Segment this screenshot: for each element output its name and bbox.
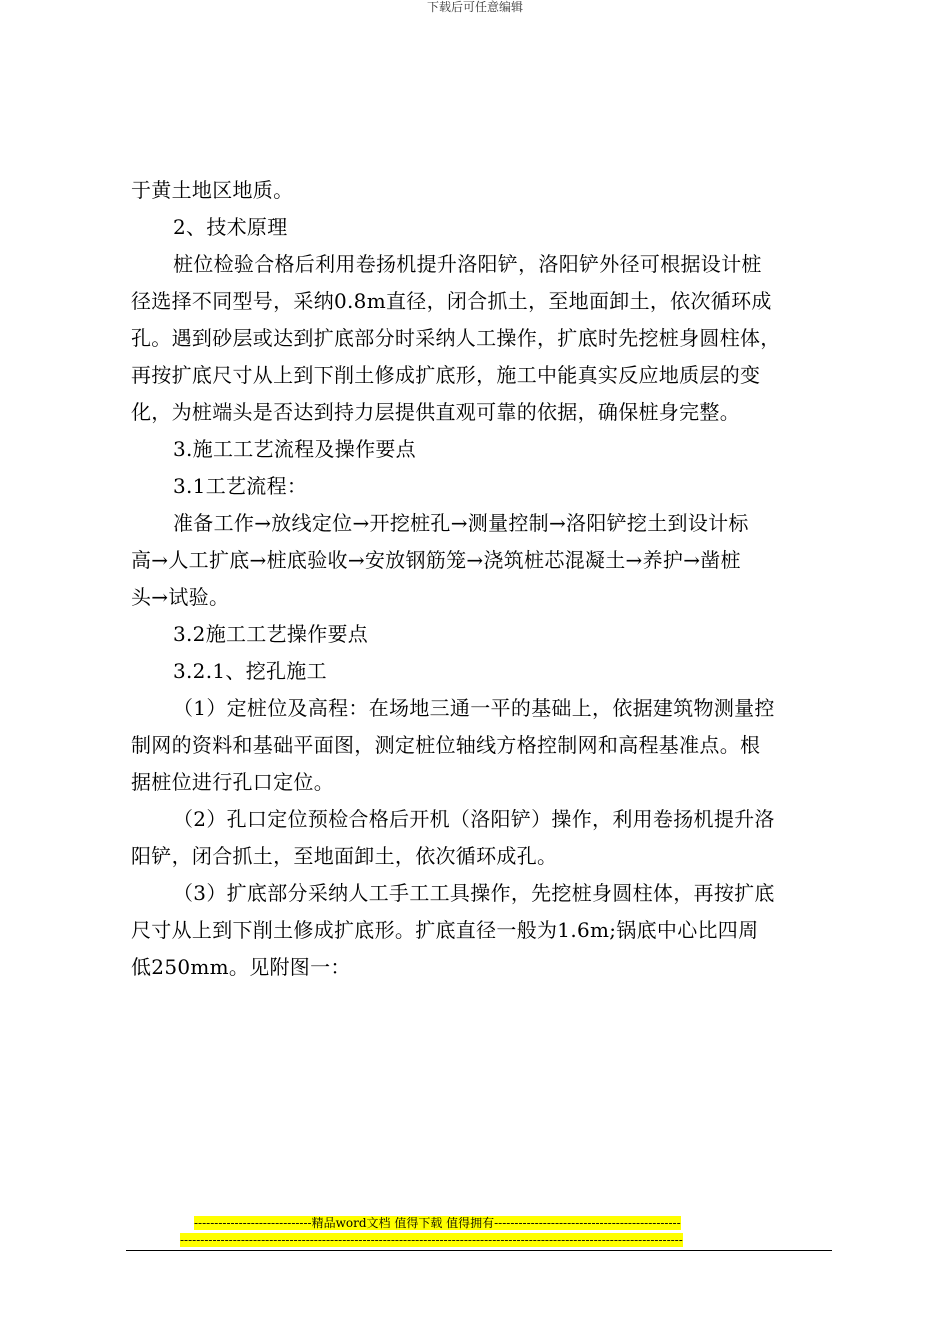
paragraph-line: 孔。遇到砂层或达到扩底部分时采纳人工操作，扩底时先挖桩身圆柱体， xyxy=(131,326,781,350)
section-heading: 3.1工艺流程： xyxy=(173,474,308,498)
section-heading: 3.2施工工艺操作要点 xyxy=(173,622,369,646)
paragraph-line: 高→人工扩底→桩底验收→安放钢筋笼→浇筑桩芯混凝土→养护→凿桩 xyxy=(131,548,741,572)
paragraph-line: 阳铲，闭合抓土，至地面卸土，依次循环成孔。 xyxy=(131,844,558,868)
paragraph-line: 于黄土地区地质。 xyxy=(131,178,294,202)
paragraph-line: 制网的资料和基础平面图，测定桩位轴线方格控制网和高程基准点。根 xyxy=(131,733,761,757)
paragraph-line: 再按扩底尺寸从上到下削土修成扩底形，施工中能真实反应地质层的变 xyxy=(131,363,761,387)
footer-banner-text: -----------------------------精品word文档 值得下载 值得拥有---------------------------------------------- xyxy=(194,1216,681,1230)
paragraph-line: 低250mm。见附图一： xyxy=(131,955,351,979)
paragraph-line: 头→试验。 xyxy=(131,585,230,609)
section-heading: 3.2.1、挖孔施工 xyxy=(173,659,327,683)
document-body xyxy=(131,172,831,986)
paragraph-line: 化，为桩端头是否达到持力层提供直观可靠的依据，确保桩身完整。 xyxy=(131,400,740,424)
footer-dash-text: ---------------------------------------------------------------------------------------------------------------------------- xyxy=(180,1233,683,1247)
page-footer xyxy=(126,1216,832,1251)
paragraph-line: 径选择不同型号，采纳0.8m直径，闭合抓土，至地面卸土，依次循环成 xyxy=(131,289,772,313)
paragraph-line: （3）扩底部分采纳人工手工工具操作，先挖桩身圆柱体，再按扩底 xyxy=(173,881,775,905)
page-header: 下载后可任意编辑 xyxy=(426,0,523,14)
section-heading: 3.施工工艺流程及操作要点 xyxy=(173,437,416,461)
footer-dash-line xyxy=(126,1233,832,1248)
paragraph-line: （2）孔口定位预检合格后开机（洛阳铲）操作，利用卷扬机提升洛 xyxy=(173,807,775,831)
paragraph-line: 准备工作→放线定位→开挖桩孔→测量控制→洛阳铲挖土到设计标 xyxy=(173,511,749,535)
paragraph-line: （1）定桩位及高程：在场地三通一平的基础上，依据建筑物测量控 xyxy=(173,696,775,720)
paragraph-line: 尺寸从上到下削土修成扩底形。扩底直径一般为1.6m;锅底中心比四周 xyxy=(131,918,759,942)
paragraph-line: 桩位检验合格后利用卷扬机提升洛阳铲，洛阳铲外径可根据设计桩 xyxy=(173,252,762,276)
footer-banner xyxy=(126,1216,832,1231)
paragraph-line: 据桩位进行孔口定位。 xyxy=(131,770,334,794)
footer-rule xyxy=(126,1250,832,1251)
section-heading: 2、技术原理 xyxy=(173,215,288,239)
